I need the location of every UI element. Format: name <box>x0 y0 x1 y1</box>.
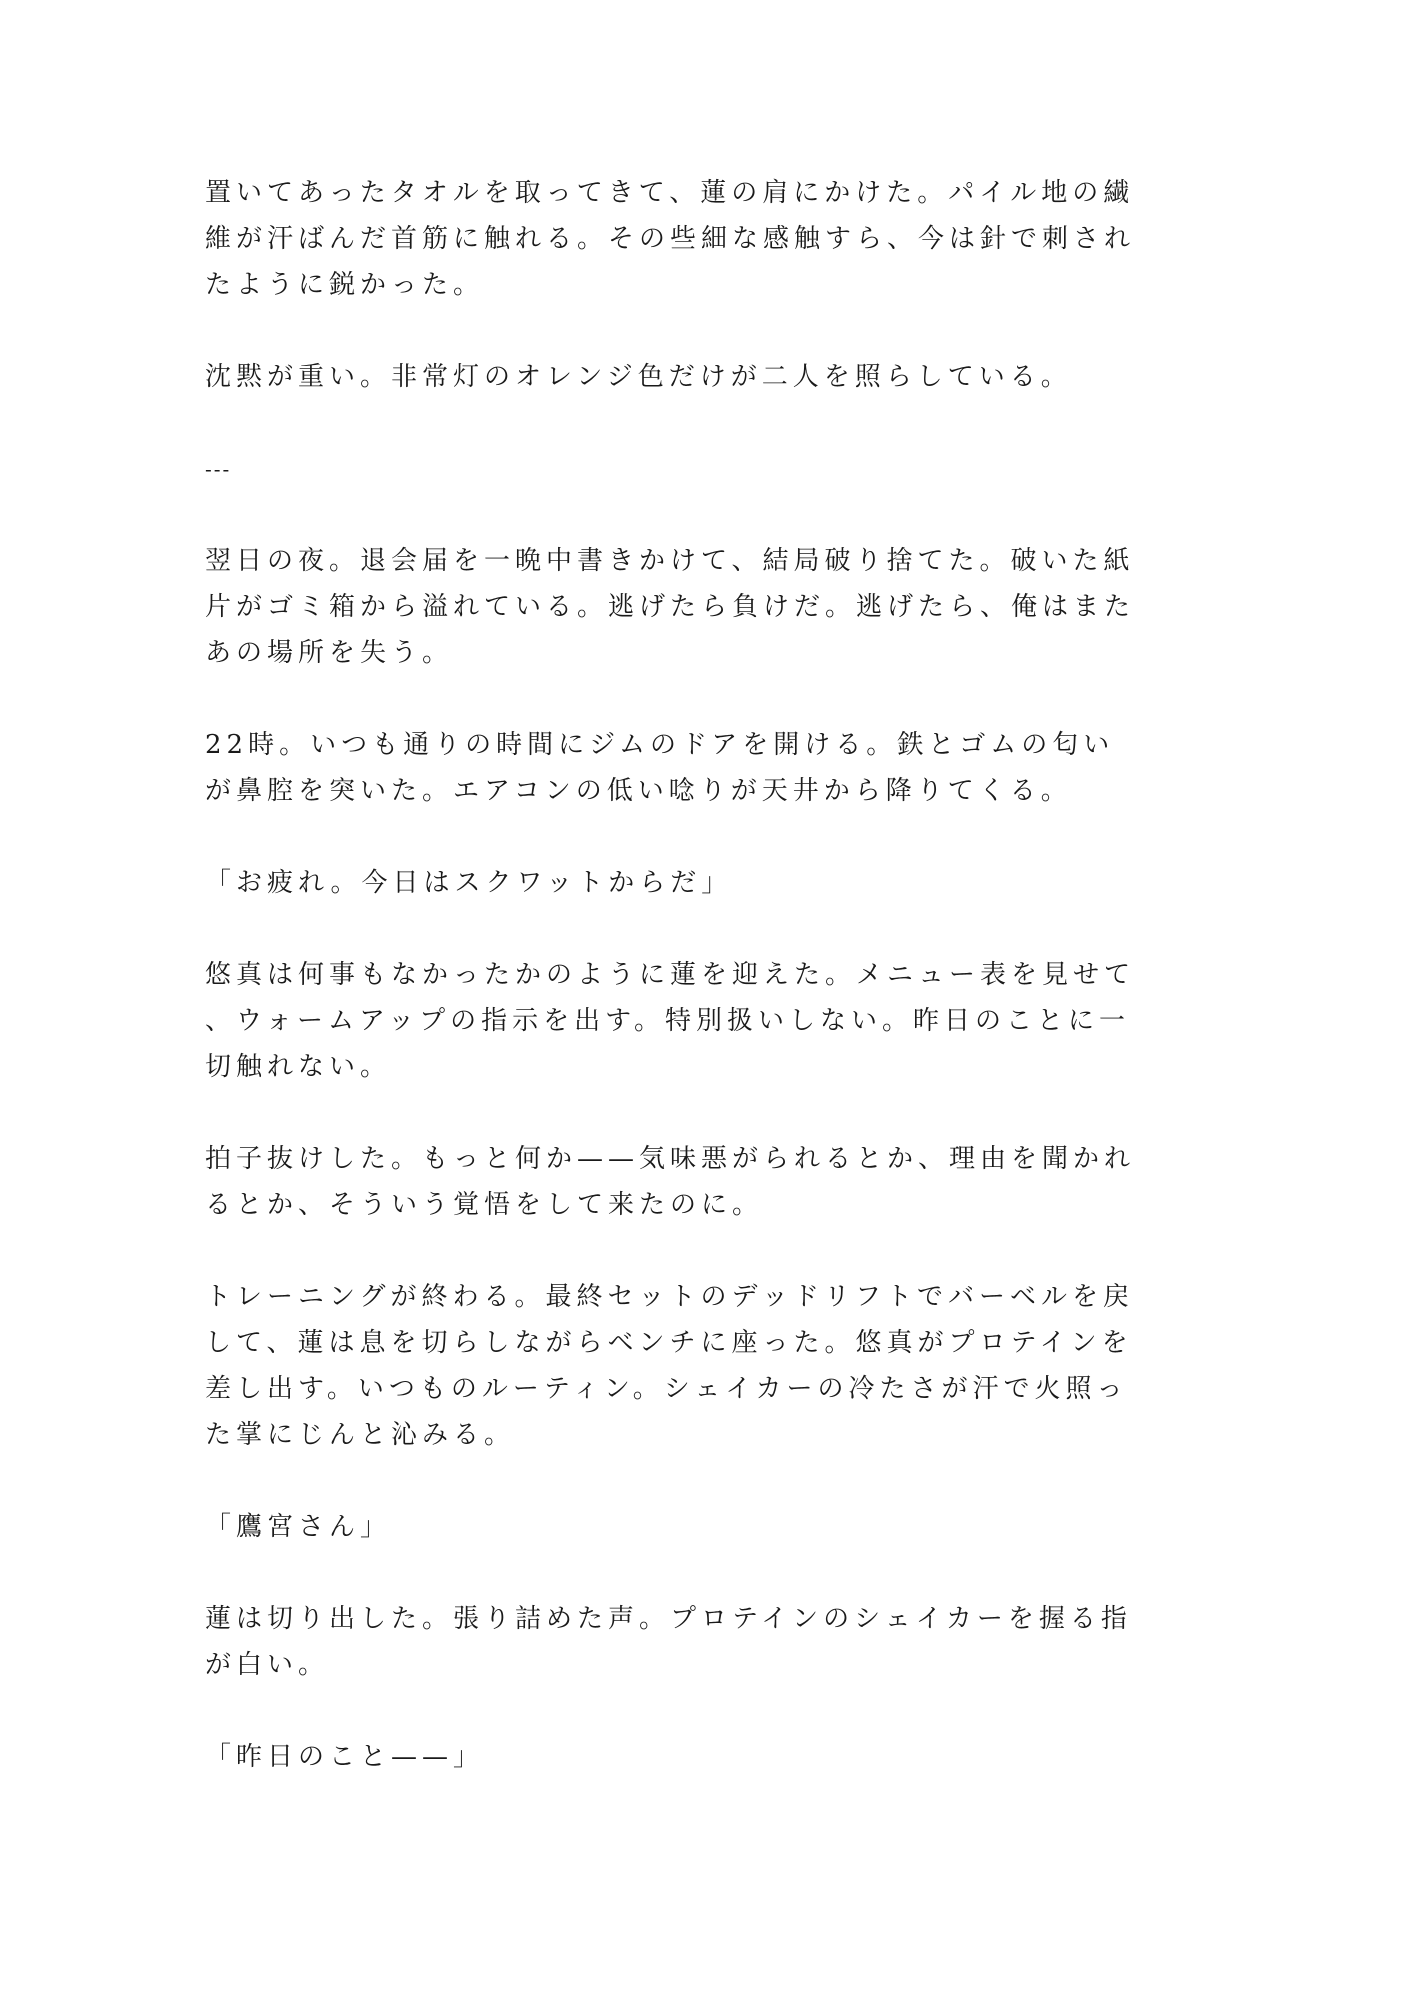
text-paragraph <box>205 354 1205 400</box>
dialogue-paragraph <box>205 1504 1205 1550</box>
text-line: 、ウォームアップの指示を出す。特別扱いしない。昨日のことに一 <box>205 1006 1131 1036</box>
text-line: 蓮は切り出した。張り詰めた声。プロテインのシェイカーを握る指 <box>205 1604 1132 1634</box>
text-paragraph <box>205 170 1205 308</box>
text-line: トレーニングが終わる。最終セットのデッドリフトでバーベルを戻 <box>205 1282 1134 1312</box>
text-paragraph <box>205 722 1205 814</box>
text-line: 「昨日のこと——」 <box>205 1742 485 1772</box>
text-line: が白い。 <box>205 1650 330 1680</box>
text-paragraph <box>205 1596 1205 1688</box>
text-line: --- <box>205 457 232 481</box>
text-line: た掌にじんと沁みる。 <box>205 1420 516 1450</box>
text-line: 翌日の夜。退会届を一晩中書きかけて、結局破り捨てた。破いた紙 <box>205 546 1135 576</box>
text-line: 「お疲れ。今日はスクワットからだ」 <box>205 868 733 898</box>
text-line: 置いてあったタオルを取ってきて、蓮の肩にかけた。パイル地の繊 <box>205 178 1135 208</box>
text-line: が鼻腔を突いた。エアコンの低い唸りが天井から降りてくる。 <box>205 776 1072 806</box>
text-paragraph <box>205 952 1205 1090</box>
text-paragraph <box>205 538 1205 676</box>
text-line: 沈黙が重い。非常灯のオレンジ色だけが二人を照らしている。 <box>205 362 1072 392</box>
text-line: 切触れない。 <box>205 1052 392 1082</box>
text-line: るとか、そういう覚悟をして来たのに。 <box>205 1190 764 1220</box>
text-line: して、蓮は息を切らしながらベンチに座った。悠真がプロテインを <box>205 1328 1133 1358</box>
dialogue-paragraph <box>205 860 1205 906</box>
text-line: 22時。いつも通りの時間にジムのドアを開ける。鉄とゴムの匂い <box>205 730 1115 760</box>
text-line: 「鷹宮さん」 <box>205 1512 392 1542</box>
section-separator <box>205 446 1205 492</box>
text-line: 悠真は何事もなかったかのように蓮を迎えた。メニュー表を見せて <box>205 960 1136 990</box>
text-line: 拍子抜けした。もっと何か——気味悪がられるとか、理由を聞かれ <box>205 1144 1136 1174</box>
text-line: たように鋭かった。 <box>205 270 485 300</box>
text-line: 差し出す。いつものルーティン。シェイカーの冷たさが汗で火照っ <box>205 1374 1128 1404</box>
text-line: あの場所を失う。 <box>205 638 454 668</box>
text-line: 維が汗ばんだ首筋に触れる。その些細な感触すら、今は針で刺され <box>205 224 1136 254</box>
dialogue-paragraph <box>205 1734 1205 1780</box>
text-line: 片がゴミ箱から溢れている。逃げたら負けだ。逃げたら、俺はまた <box>205 592 1136 622</box>
text-paragraph <box>205 1274 1205 1458</box>
text-paragraph <box>205 1136 1205 1228</box>
document-page <box>205 170 1205 1826</box>
